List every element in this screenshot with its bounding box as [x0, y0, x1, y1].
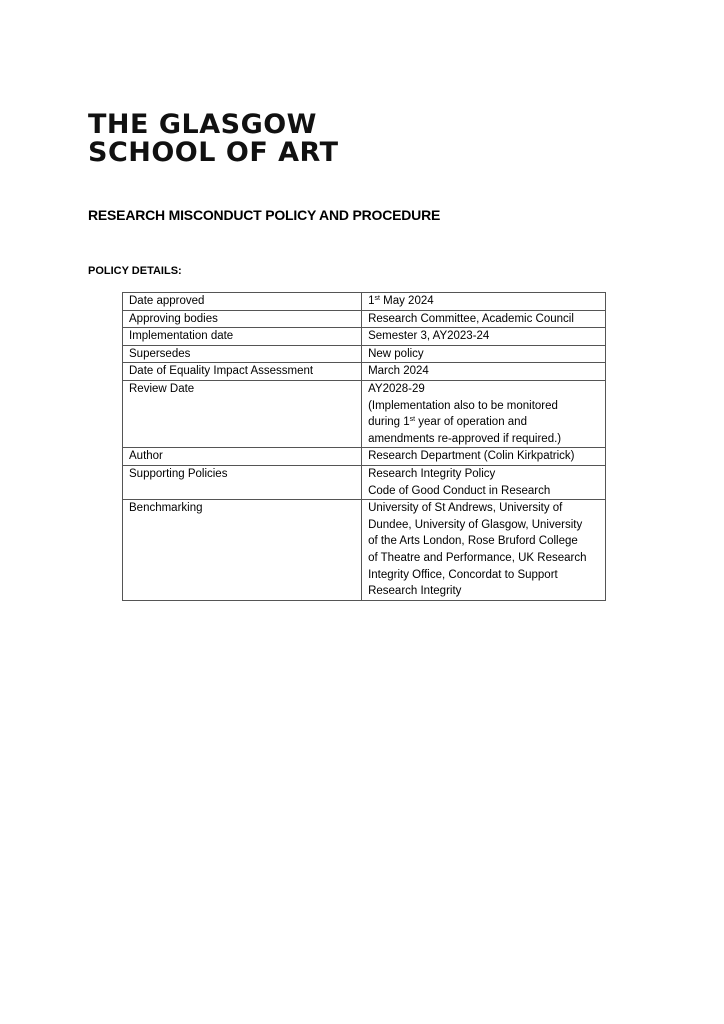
date-rest: May 2024	[379, 295, 434, 307]
text-fragment: during 1	[368, 416, 410, 429]
value-line: Research Integrity Policy	[368, 467, 496, 480]
value-line: Dundee, University of Glasgow, University	[368, 518, 583, 531]
table-row	[123, 345, 606, 363]
table-row	[123, 363, 606, 381]
table-row	[123, 310, 606, 328]
row-label: Review Date	[123, 380, 362, 447]
value-line: (Implementation also to be monitored	[368, 399, 558, 412]
row-value	[362, 380, 606, 447]
row-value: New policy	[362, 345, 606, 363]
value-line: amendments re-approved if required.)	[368, 432, 562, 445]
value-line: Research Integrity	[368, 585, 462, 598]
row-value	[362, 500, 606, 601]
row-value	[362, 293, 606, 311]
row-label: Author	[123, 448, 362, 466]
value-line: Integrity Office, Concordat to Support	[368, 568, 558, 581]
logo-line-1: THE GLASGOW	[88, 109, 317, 140]
value-line	[368, 414, 599, 431]
text-fragment: year of operation and	[415, 416, 527, 429]
value-line: of the Arts London, Rose Bruford College	[368, 535, 578, 548]
value-line: University of St Andrews, University of	[368, 502, 563, 515]
row-label: Approving bodies	[123, 310, 362, 328]
row-value: Semester 3, AY2023-24	[362, 328, 606, 346]
document-title: RESEARCH MISCONDUCT POLICY AND PROCEDURE	[88, 207, 441, 223]
section-heading: POLICY DETAILS:	[88, 265, 182, 277]
value-line: AY2028-29	[368, 382, 425, 395]
row-label: Supporting Policies	[123, 465, 362, 499]
policy-details-table	[122, 292, 606, 601]
row-value	[362, 465, 606, 499]
row-label: Supersedes	[123, 345, 362, 363]
logo-line-2: SCHOOL OF ART	[88, 137, 339, 168]
date-day: 1	[368, 295, 375, 307]
table-row	[123, 293, 606, 311]
table-row	[123, 380, 606, 447]
row-label: Benchmarking	[123, 500, 362, 601]
value-line: of Theatre and Performance, UK Research	[368, 551, 587, 564]
row-value: March 2024	[362, 363, 606, 381]
school-logo	[88, 111, 339, 167]
table-row	[123, 500, 606, 601]
ordinal-suffix: st	[409, 416, 416, 424]
table-row	[123, 328, 606, 346]
row-label: Date of Equality Impact Assessment	[123, 363, 362, 381]
value-line: Code of Good Conduct in Research	[368, 484, 551, 497]
table-row	[123, 448, 606, 466]
row-label: Implementation date	[123, 328, 362, 346]
row-value: Research Committee, Academic Council	[362, 310, 606, 328]
ordinal-suffix: st	[374, 295, 380, 302]
row-label: Date approved	[123, 293, 362, 311]
row-value: Research Department (Colin Kirkpatrick)	[362, 448, 606, 466]
table-row	[123, 465, 606, 499]
